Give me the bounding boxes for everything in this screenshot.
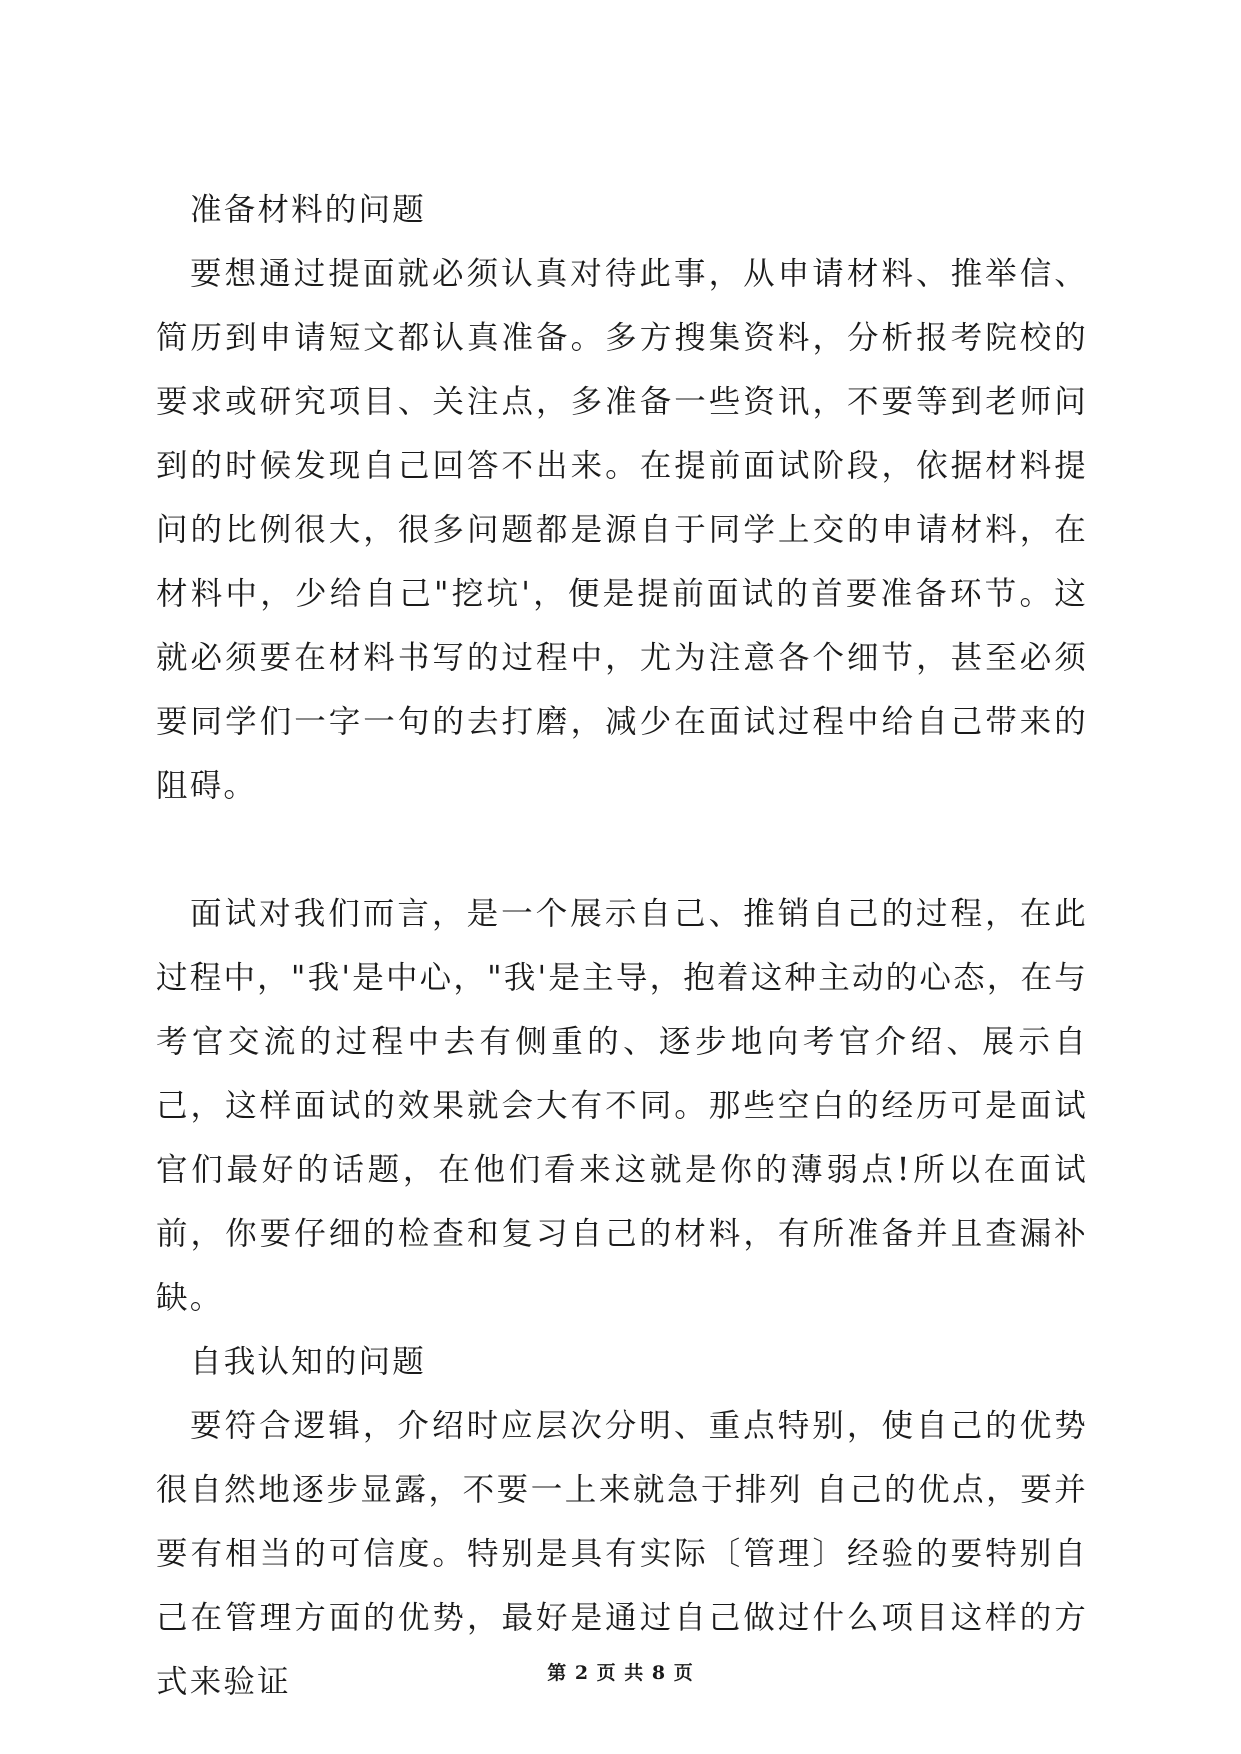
section-heading-materials: 准备材料的问题 xyxy=(190,192,426,228)
paragraph-interview: 面试对我们而言，是一个展示自己、推销自己的过程，在此过程中，"我'是中心，"我'是主导，抱着这种主动的心态，在与考官交流的过程中去有侧重的、逐步地向考官介绍、展示自己，这样面试的效果就会大有不同。那些空白的经历可是面试官们最好的话题，在他们看来这就是你的薄弱点!所以在面试前，你要仔细的检查和复习自己的材料，有所准备并且查漏补缺。 xyxy=(156,896,1088,1316)
paragraph-materials: 要想通过提面就必须认真对待此事，从申请材料、推举信、简历到申请短文都认真准备。多方搜集资料，分析报考院校的要求或研究项目、关注点，多准备一些资讯，不要等到老师问到的时候发现自己回答不出来。在提前面试阶段，依据材料提问的比例很大，很多问题都是源自于同学上交的申请材料，在材料中，少给自己"挖坑'，便是提前面试的首要准备环节。这就必须要在材料书写的过程中，尤为注意各个细节，甚至必须要同学们一字一句的去打磨，减少在面试过程中给自己带来的阻碍。 xyxy=(156,256,1088,804)
paragraph-self-awareness: 要符合逻辑，介绍时应层次分明、重点特别，使自己的优势很自然地逐步显露，不要一上来就急于排列 自己的优点，要并要有相当的可信度。特别是具有实际〔管理〕经验的要特别自己在管理方面的优势，最好是通过自己做过什么项目这样的方式来验证 xyxy=(156,1408,1088,1700)
paragraph-spacer xyxy=(156,818,1088,882)
section-heading-self-awareness: 自我认知的问题 xyxy=(190,1344,426,1380)
document-body xyxy=(156,178,1088,1714)
page-number-footer: 第 2 页 共 8 页 xyxy=(547,1662,694,1684)
